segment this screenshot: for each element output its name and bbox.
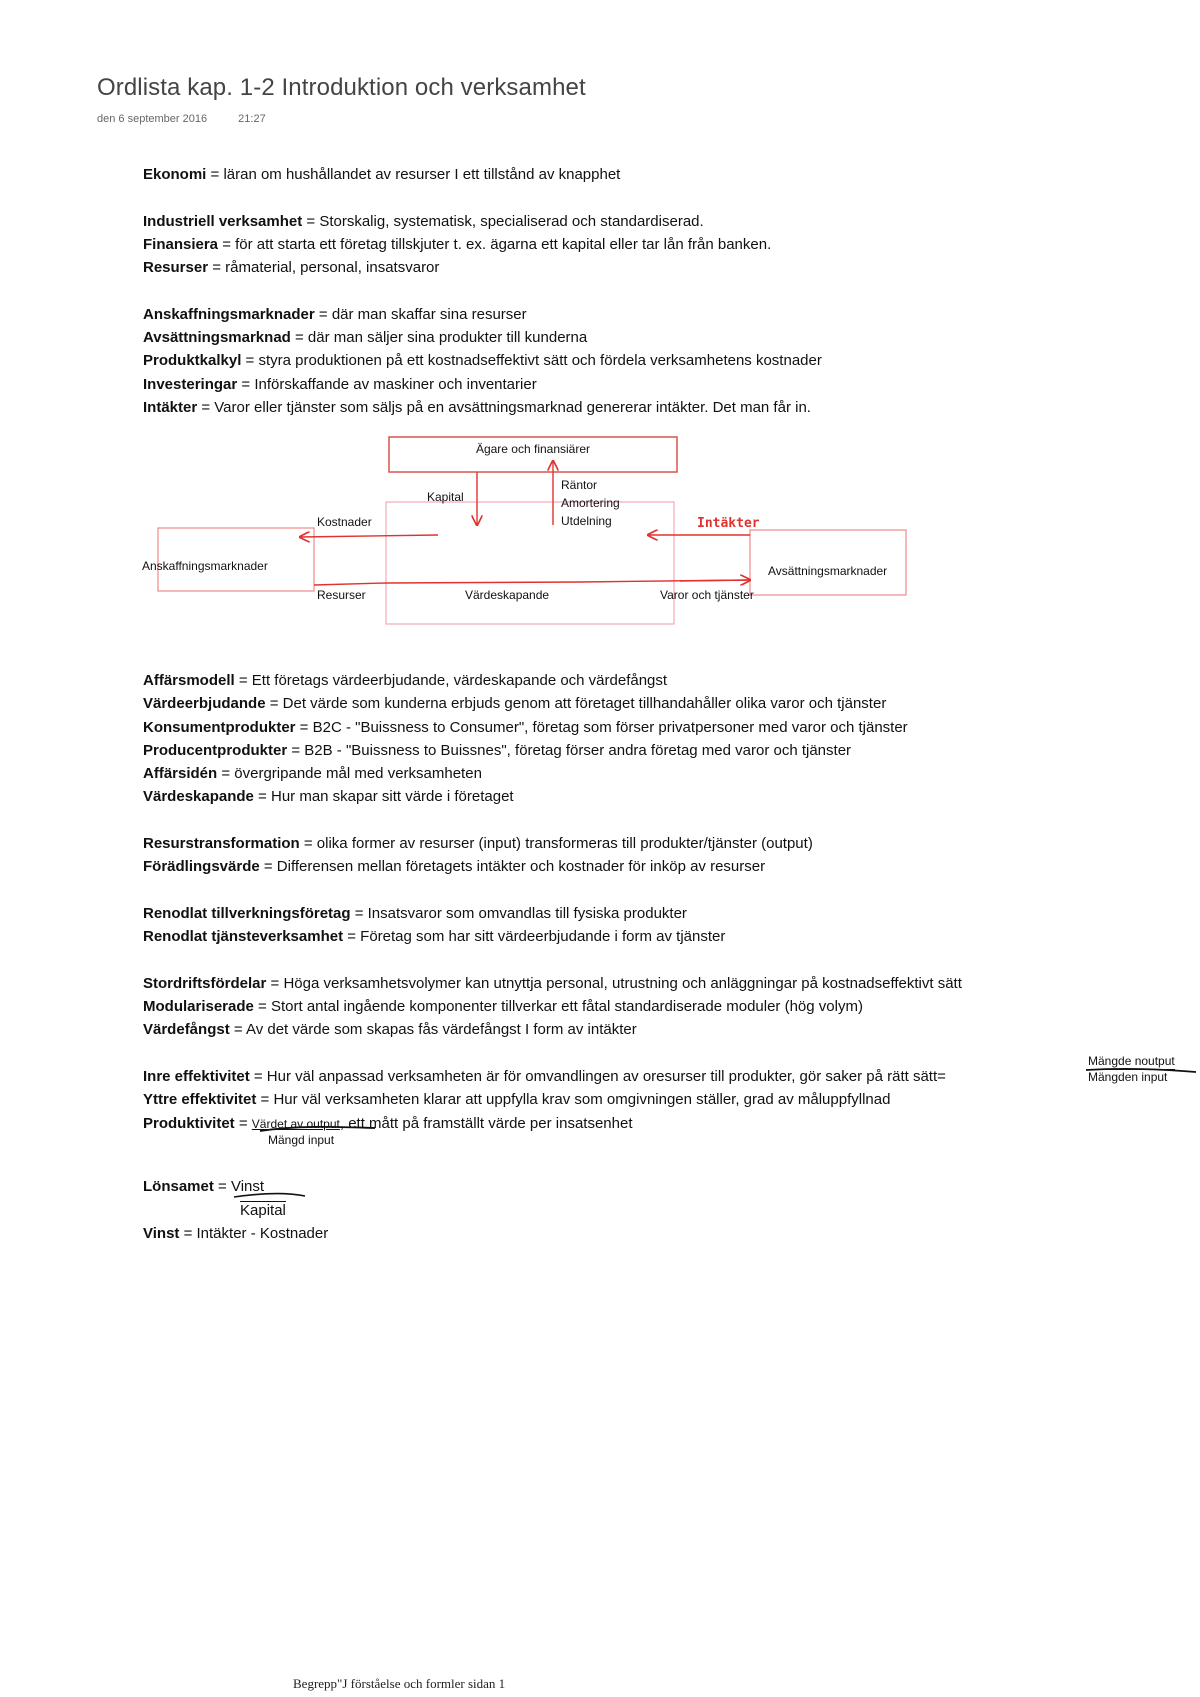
avsattning-label: Avsättningsmarknader: [768, 564, 888, 578]
lonsam-fraction-stroke: [234, 1194, 305, 1198]
term-line: Värdeskapande = Hur man skapar sitt värde i företaget: [143, 788, 514, 806]
produktivitet-denominator: Mängd input: [268, 1133, 335, 1147]
utdelning-label: Utdelning: [561, 514, 612, 528]
vardeskapande-label: Värdeskapande: [465, 588, 550, 602]
term-line: Värdefångst = Av det värde som skapas fås värdefångst I form av intäkter: [143, 1021, 637, 1039]
term-line: Konsumentprodukter = B2C - "Buissness to Consumer", företag som förser privatpersoner med varor och tjänster: [143, 718, 908, 736]
term-line: Anskaffningsmarknader = där man skaffar sina resurser: [143, 305, 527, 323]
rantor-label: Räntor: [561, 478, 598, 492]
term-line: Produktkalkyl = styra produktionen på ett kostnadseffektivt sätt och fördela verksamhetens kostnader: [143, 352, 822, 370]
kapital-label: Kapital: [427, 490, 464, 504]
amortering-label: Amortering: [561, 496, 620, 510]
term-line: Affärsmodell = Ett företags värdeerbjudande, värdeskapande och värdefångst: [143, 672, 668, 689]
inre-fraction-stroke: [1086, 1069, 1196, 1072]
lonsamhet-line: Lönsamet = Vinst: [143, 1178, 265, 1196]
term-line: Investeringar = Införskaffande av maskiner och inventarier: [143, 375, 537, 393]
term-line: Avsättningsmarknad = där man säljer sina produkter till kunderna: [143, 329, 588, 347]
produktivitet-numerator: Värdet av output: [251, 1116, 340, 1131]
lonsam-denominator: Kapital: [240, 1201, 286, 1219]
term-line: Resurser = råmaterial, personal, insatsvaror: [143, 259, 440, 277]
term-line: Industriell verksamhet = Storskalig, systematisk, specialiserad och standardiserad.: [143, 212, 704, 230]
lonsam-numerator: Vinst: [230, 1178, 265, 1196]
term-line: Stordriftsfördelar = Höga verksamhetsvolymer kan utnyttja personal, utrustning och anläggningar på kostnadseffektivt sätt: [143, 974, 962, 992]
time-text: 21:27: [238, 113, 266, 125]
term-line: Ekonomi = läran om hushållandet av resurser I ett tillstånd av knapphet: [143, 166, 621, 183]
prod-fraction-stroke: [260, 1127, 375, 1131]
term-line: Producentprodukter = B2B - "Buissness to Buissnes", företag förser andra företag med varor och tjänster: [143, 741, 852, 759]
anskaffning-label: Anskaffningsmarknader: [142, 559, 268, 573]
page-footer: Begrepp"J förståelse och formler sidan 1: [293, 1676, 506, 1691]
kostnader-label: Kostnader: [317, 515, 372, 529]
term-line: Inre effektivitet = Hur väl anpassad verksamheten är för omvandlingen av oresurser till produkter, gör saker på rätt sätt=: [143, 1068, 946, 1086]
term-line: Yttre effektivitet = Hur väl verksamheten klarar att uppfylla krav som omgivningen ställer, grad av måluppfyllnad: [143, 1091, 891, 1109]
page-title: Ordlista kap. 1-2 Introduktion och verksamhet: [97, 74, 586, 101]
resurser-label: Resurser: [317, 588, 366, 602]
inre-denominator: Mängden input: [1088, 1070, 1168, 1084]
term-line: Produktivitet = Värdet av output, ett mått på framställt värde per insatsenhet: [143, 1114, 633, 1132]
varor-label: Varor och tjänster: [660, 588, 754, 602]
term-line: Intäkter = Varor eller tjänster som säljs på en avsättningsmarknad genererar intäkter. Det man får in.: [143, 398, 811, 416]
owners-label: Ägare och finansiärer: [475, 442, 591, 456]
date-text: den 6 september 2016: [97, 113, 208, 125]
term-line: Resurstransformation = olika former av resurser (input) transformeras till produkter/tjänster (output): [143, 835, 813, 853]
term-line: Förädlingsvärde = Differensen mellan företagets intäkter och kostnader för inköp av resurser: [143, 858, 766, 876]
term-line: Finansiera = för att starta ett företag tillskjuter t. ex. ägarna ett kapital eller tar lån från banken.: [143, 235, 772, 253]
term-line: Renodlat tillverkningsföretag = Insatsvaror som omvandlas till fysiska produkter: [143, 904, 687, 922]
intakter-hand-label: Intäkter: [697, 516, 760, 531]
term-line: Värdeerbjudande = Det värde som kunderna erbjuds genom att företaget tillhandahåller olika varor och tjänster: [143, 695, 887, 713]
term-line: Affärsidén = övergripande mål med verksamheten: [143, 765, 482, 783]
inre-numerator: Mängde noutput: [1088, 1054, 1175, 1068]
term-line: Renodlat tjänsteverksamhet = Företag som har sitt värdeerbjudande i form av tjänster: [143, 928, 726, 946]
vinst-line: Vinst = Intäkter - Kostnader: [143, 1224, 329, 1242]
term-line: Modulariserade = Stort antal ingående komponenter tillverkar ett fåtal standardiserade moduler (hög volym): [143, 998, 863, 1016]
